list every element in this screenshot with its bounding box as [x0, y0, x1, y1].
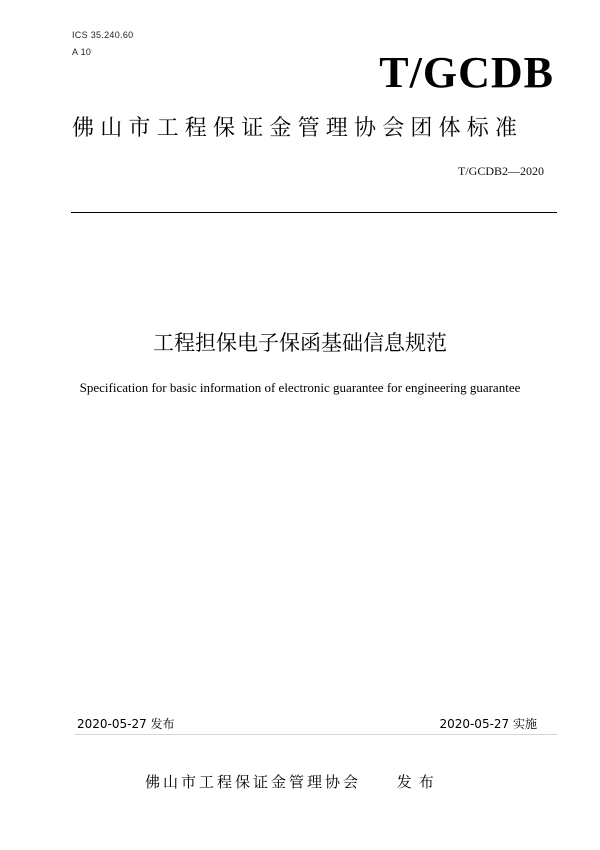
ccs-code: A 10	[72, 47, 92, 57]
document-title-english: Specification for basic information of electronic guarantee for engineering guarantee	[79, 380, 521, 395]
organization-standard-title: 佛山市工程保证金管理协会团体标准	[72, 116, 524, 141]
publisher-action: 发布	[396, 773, 441, 791]
footer-divider	[75, 734, 557, 735]
dates-row	[75, 715, 557, 735]
standard-mark: T/GCDB	[379, 48, 554, 97]
implement-date: 2020-05-27 实施	[439, 717, 537, 731]
header-divider	[71, 212, 557, 213]
publisher-organization: 佛山市工程保证金管理协会	[145, 773, 362, 791]
document-title-chinese	[0, 328, 600, 358]
publish-date: 2020-05-27 发布	[77, 717, 175, 731]
ics-code: ICS 35.240.60	[72, 30, 134, 40]
document-title-chinese-text: 工程担保电子保函基础信息规范	[153, 331, 447, 355]
standard-number: T/GCDB2—2020	[457, 164, 544, 178]
publisher-line	[145, 772, 441, 792]
